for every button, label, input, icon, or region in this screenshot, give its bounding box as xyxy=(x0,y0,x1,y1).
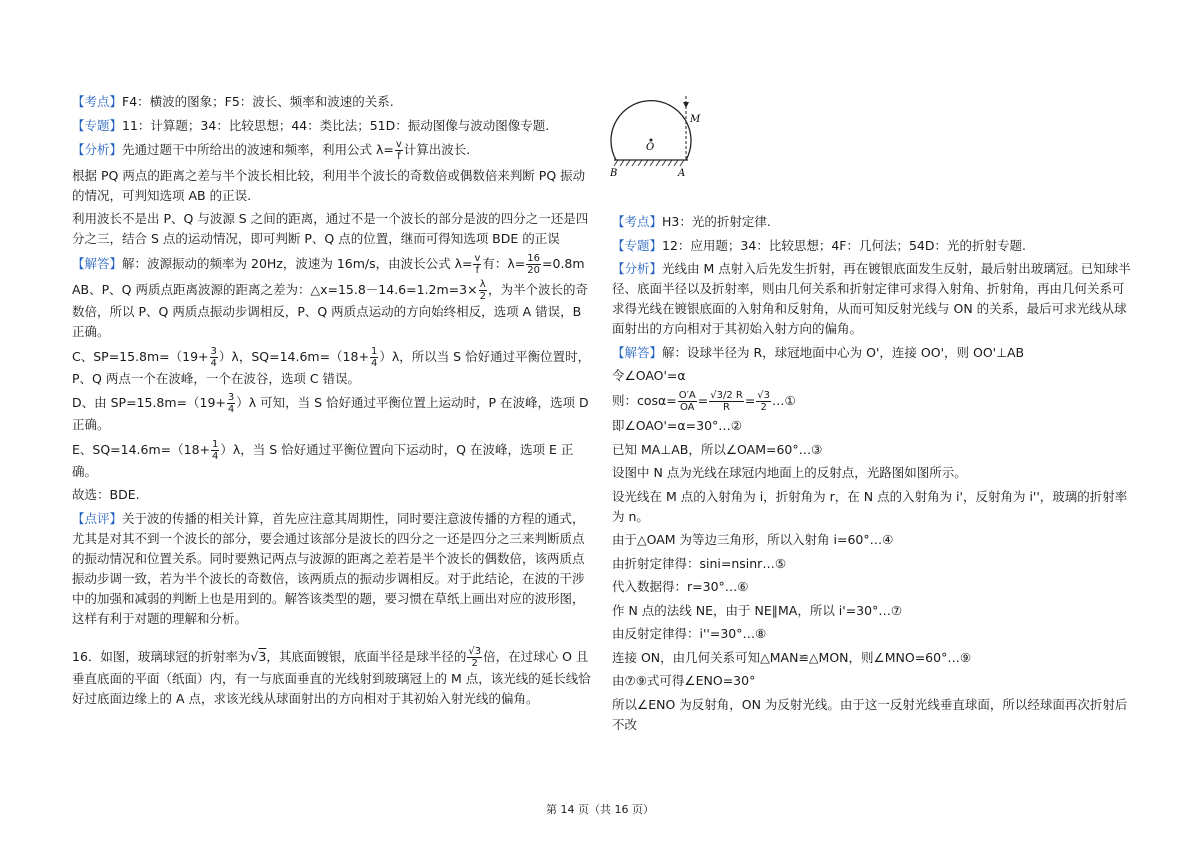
fraction: $\frac{16}{20}$ xyxy=(527,252,541,276)
zhuanti-tag: 【专题】 xyxy=(72,117,123,133)
fenxi-line: 【分析】先通过题干中所给出的波速和频率，利用公式 λ= $\frac{v}{f}$ 计算出波长. xyxy=(72,139,471,162)
step-12: 由⑦⑨式可得∠ENO=30° xyxy=(612,673,756,688)
base-hatching xyxy=(614,160,684,166)
step-8: 代入数据得：r=30°…⑥ xyxy=(612,579,749,594)
fraction: $\frac{1}{4}$ xyxy=(212,438,219,462)
label-b: B xyxy=(610,168,618,179)
right-column xyxy=(612,212,1132,738)
step-6: 由于△OAM 为等边三角形，所以入射角 i=60°…④ xyxy=(612,532,894,547)
fraction: $\frac{v}{f}$ xyxy=(474,252,481,276)
r-kaodian-line: 【考点】H3：光的折射定律. xyxy=(612,214,771,229)
option-e: E、SQ=14.6m=（18+ $\frac{1}{4}$ ）λ，当 S 恰好通过平衡位置向下运动时，Q 在波峰，选项 E 正确。 xyxy=(72,438,574,479)
kaodian-line: 【考点】F4：横波的图象；F5：波长、频率和波速的关系. xyxy=(72,94,394,109)
sqrt-symbol: √3 xyxy=(250,649,267,664)
fraction: $\frac{O'A}{OA}$ xyxy=(678,389,696,413)
label-o: O xyxy=(646,142,655,153)
jieda-tag: 【解答】 xyxy=(72,255,123,271)
label-a: A xyxy=(678,168,686,179)
ray-arrow-icon xyxy=(683,102,689,108)
fenxi-para-3: 利用波长不是出 P、Q 与波源 S 之间的距离，通过不是一个波长的部分是波的四分之一还是四分之三，结合 S 点的运动情况，即可判断 P、Q 点的位置，继而可得知选项 BDE 的正误 xyxy=(72,211,589,246)
label-m: M xyxy=(690,114,701,125)
jieda-tag: 【解答】 xyxy=(612,344,663,360)
step-7: 由折射定律得：sini=nsinr…⑤ xyxy=(612,555,787,571)
fraction: $\frac{√3/2 R}{R}$ xyxy=(710,389,743,413)
step-13: 所以∠ENO 为反射角，ON 为反射光线。由于这一反射光线垂直球面，所以经球面再次折射后不改 xyxy=(612,696,1128,732)
fenxi-tag: 【分析】 xyxy=(72,142,123,157)
zhuanti-line: 【专题】11：计算题；34：比较思想；44：类比法；51D：振动图像与波动图像专题. xyxy=(72,117,550,133)
fraction: $\frac{√3}{2}$ xyxy=(757,389,771,413)
fraction: $\frac{3}{4}$ xyxy=(210,345,217,369)
r-jieda-line: 【解答】解：设球半径为 R，球冠地面中心为 O'，连接 OO'，则 OO'⊥AB xyxy=(612,344,1025,360)
answer-choice: 故选：BDE. xyxy=(72,487,140,502)
step-4: 设图中 N 点为光线在球冠内地面上的反射点，光路图如图所示。 xyxy=(612,465,967,480)
r-fenxi-line: 【分析】光线由 M 点射入后先发生折射，再在镀银底面发生反射，最后射出玻璃冠。已知球半径、底面半径以及折射率，则由几何关系和折射定律可求得入射角、折射角，再由几何关系可求得光线在镀银底面的入射角和反射角，从而可知反射光线与 ON 的关系，最后可求光线从球面射出的方向相对于其初始入射方向的偏角。 xyxy=(612,261,1131,336)
fenxi-tag: 【分析】 xyxy=(612,261,663,276)
jieda-line: 【解答】解：波源振动的频率为 20Hz，波速为 16m/s，由波长公式 λ= $\frac{v}{f}$ 有：λ= $\frac{16}{20}$ =0.8m xyxy=(72,252,585,276)
step-11: 连接 ON，由几何关系可知△MAN≌△MON，则∠MNO=60°…⑨ xyxy=(612,649,972,665)
dianping-line: 【点评】关于波的传播的相关计算，首先应注意其周期性，同时要注意波传播的方程的通式，尤其是对其不到一个波长的部分，要会通过该部分是波长的四分之一还是四分之三来判断质点的振动情况和位置关系。同时要熟记两点与波源的距离之差若是半个波长的偶数倍，该两质点振动步调一致，若为半个波长的奇数倍，该两质点的振动步调相反。对于此结论，在波的干涉中的加强和减弱的判断上也是用到的。解答该类型的题，要习惯在草纸上画出对应的波形图，这样有利于对题的理解和分析。 xyxy=(72,510,585,626)
fraction: $\frac{v}{f}$ xyxy=(395,139,402,162)
r-zhuanti-line: 【专题】12：应用题；34：比较思想；4F：几何法；54D：光的折射专题. xyxy=(612,237,1026,253)
kaodian-tag: 【考点】 xyxy=(612,214,663,229)
glass-cap-diagram xyxy=(604,92,714,192)
fraction: $\frac{√3}{2}$ xyxy=(468,646,482,669)
option-d: D、由 SP=15.8m=（19+ $\frac{3}{4}$ ）λ 可知，当 S 恰好通过平衡位置上运动时，P 在波峰，选项 D 正确。 xyxy=(72,392,589,432)
question-16: 16．如图，玻璃球冠的折射率为√3，其底面镀银，底面半径是球半径的 $\frac{√3}{2}$ 倍，在过球心 O 且垂直底面的平面（纸面）内，有一与底面垂直的光线射到玻璃冠上的 M 点，该光线的延长线恰好过底面边缘上的 A 点，求该光线从球面射出的方向相对于其初始入射光线的偏角。 xyxy=(72,646,591,706)
option-c: C、SP=15.8m=（19+ $\frac{3}{4}$ ）λ，SQ=14.6m=（18+ $\frac{1}{4}$ ）λ，所以当 S 恰好通过平衡位置时，P、Q 两点一个在波峰，一个在波谷，选项 C 错误。 xyxy=(72,345,591,386)
step-5: 设光线在 M 点的入射角为 i，折射角为 r，在 N 点的入射角为 i'，反射角为 i''，玻璃的折射率为 n。 xyxy=(612,488,1128,524)
zhuanti-tag: 【专题】 xyxy=(612,237,663,253)
step-2: 即∠OAO'=α=30°…② xyxy=(612,418,742,433)
option-ab: AB、P、Q 两质点距离波源的距离之差为：△x=15.8－14.6=1.2m=3× $\frac{\lambda}{2}$ ，为半个波长的奇数倍，所以 P、Q 两质点振动步调相反，P、Q 两质点运动的方向始终相反，选项 A 错误，B 正确。 xyxy=(72,279,588,339)
kaodian-tag: 【考点】 xyxy=(72,94,123,109)
question-number: 16． xyxy=(72,649,101,664)
glass-cap-figure xyxy=(604,92,714,192)
left-column xyxy=(72,92,594,713)
step-10: 由反射定律得：i''=30°…⑧ xyxy=(612,626,767,641)
fenxi-para-2: 根据 PQ 两点的距离之差与半个波长相比较，利用半个波长的奇数倍或偶数倍来判断 PQ 振动的情况，可判知选项 AB 的正误. xyxy=(72,167,586,203)
step-3: 已知 MA⊥AB，所以∠OAM=60°…③ xyxy=(612,441,823,457)
fraction: $\frac{1}{4}$ xyxy=(370,345,378,369)
step-ling: 令∠OAO'=α xyxy=(612,368,686,383)
fraction: $\frac{\lambda}{2}$ xyxy=(479,279,486,302)
fraction: $\frac{3}{4}$ xyxy=(227,392,235,415)
step-9: 作 N 点的法线 NE，由于 NE∥MA，所以 i'=30°…⑦ xyxy=(612,602,903,618)
dianping-tag: 【点评】 xyxy=(72,510,123,526)
step-cos: 则：cosα= $\frac{O'A}{OA}$ = $\frac{√3/2 R}{R}$ = $\frac{√3}{2}$ …① xyxy=(612,389,796,413)
page-footer: 第 14 页（共 16 页） xyxy=(546,803,654,816)
